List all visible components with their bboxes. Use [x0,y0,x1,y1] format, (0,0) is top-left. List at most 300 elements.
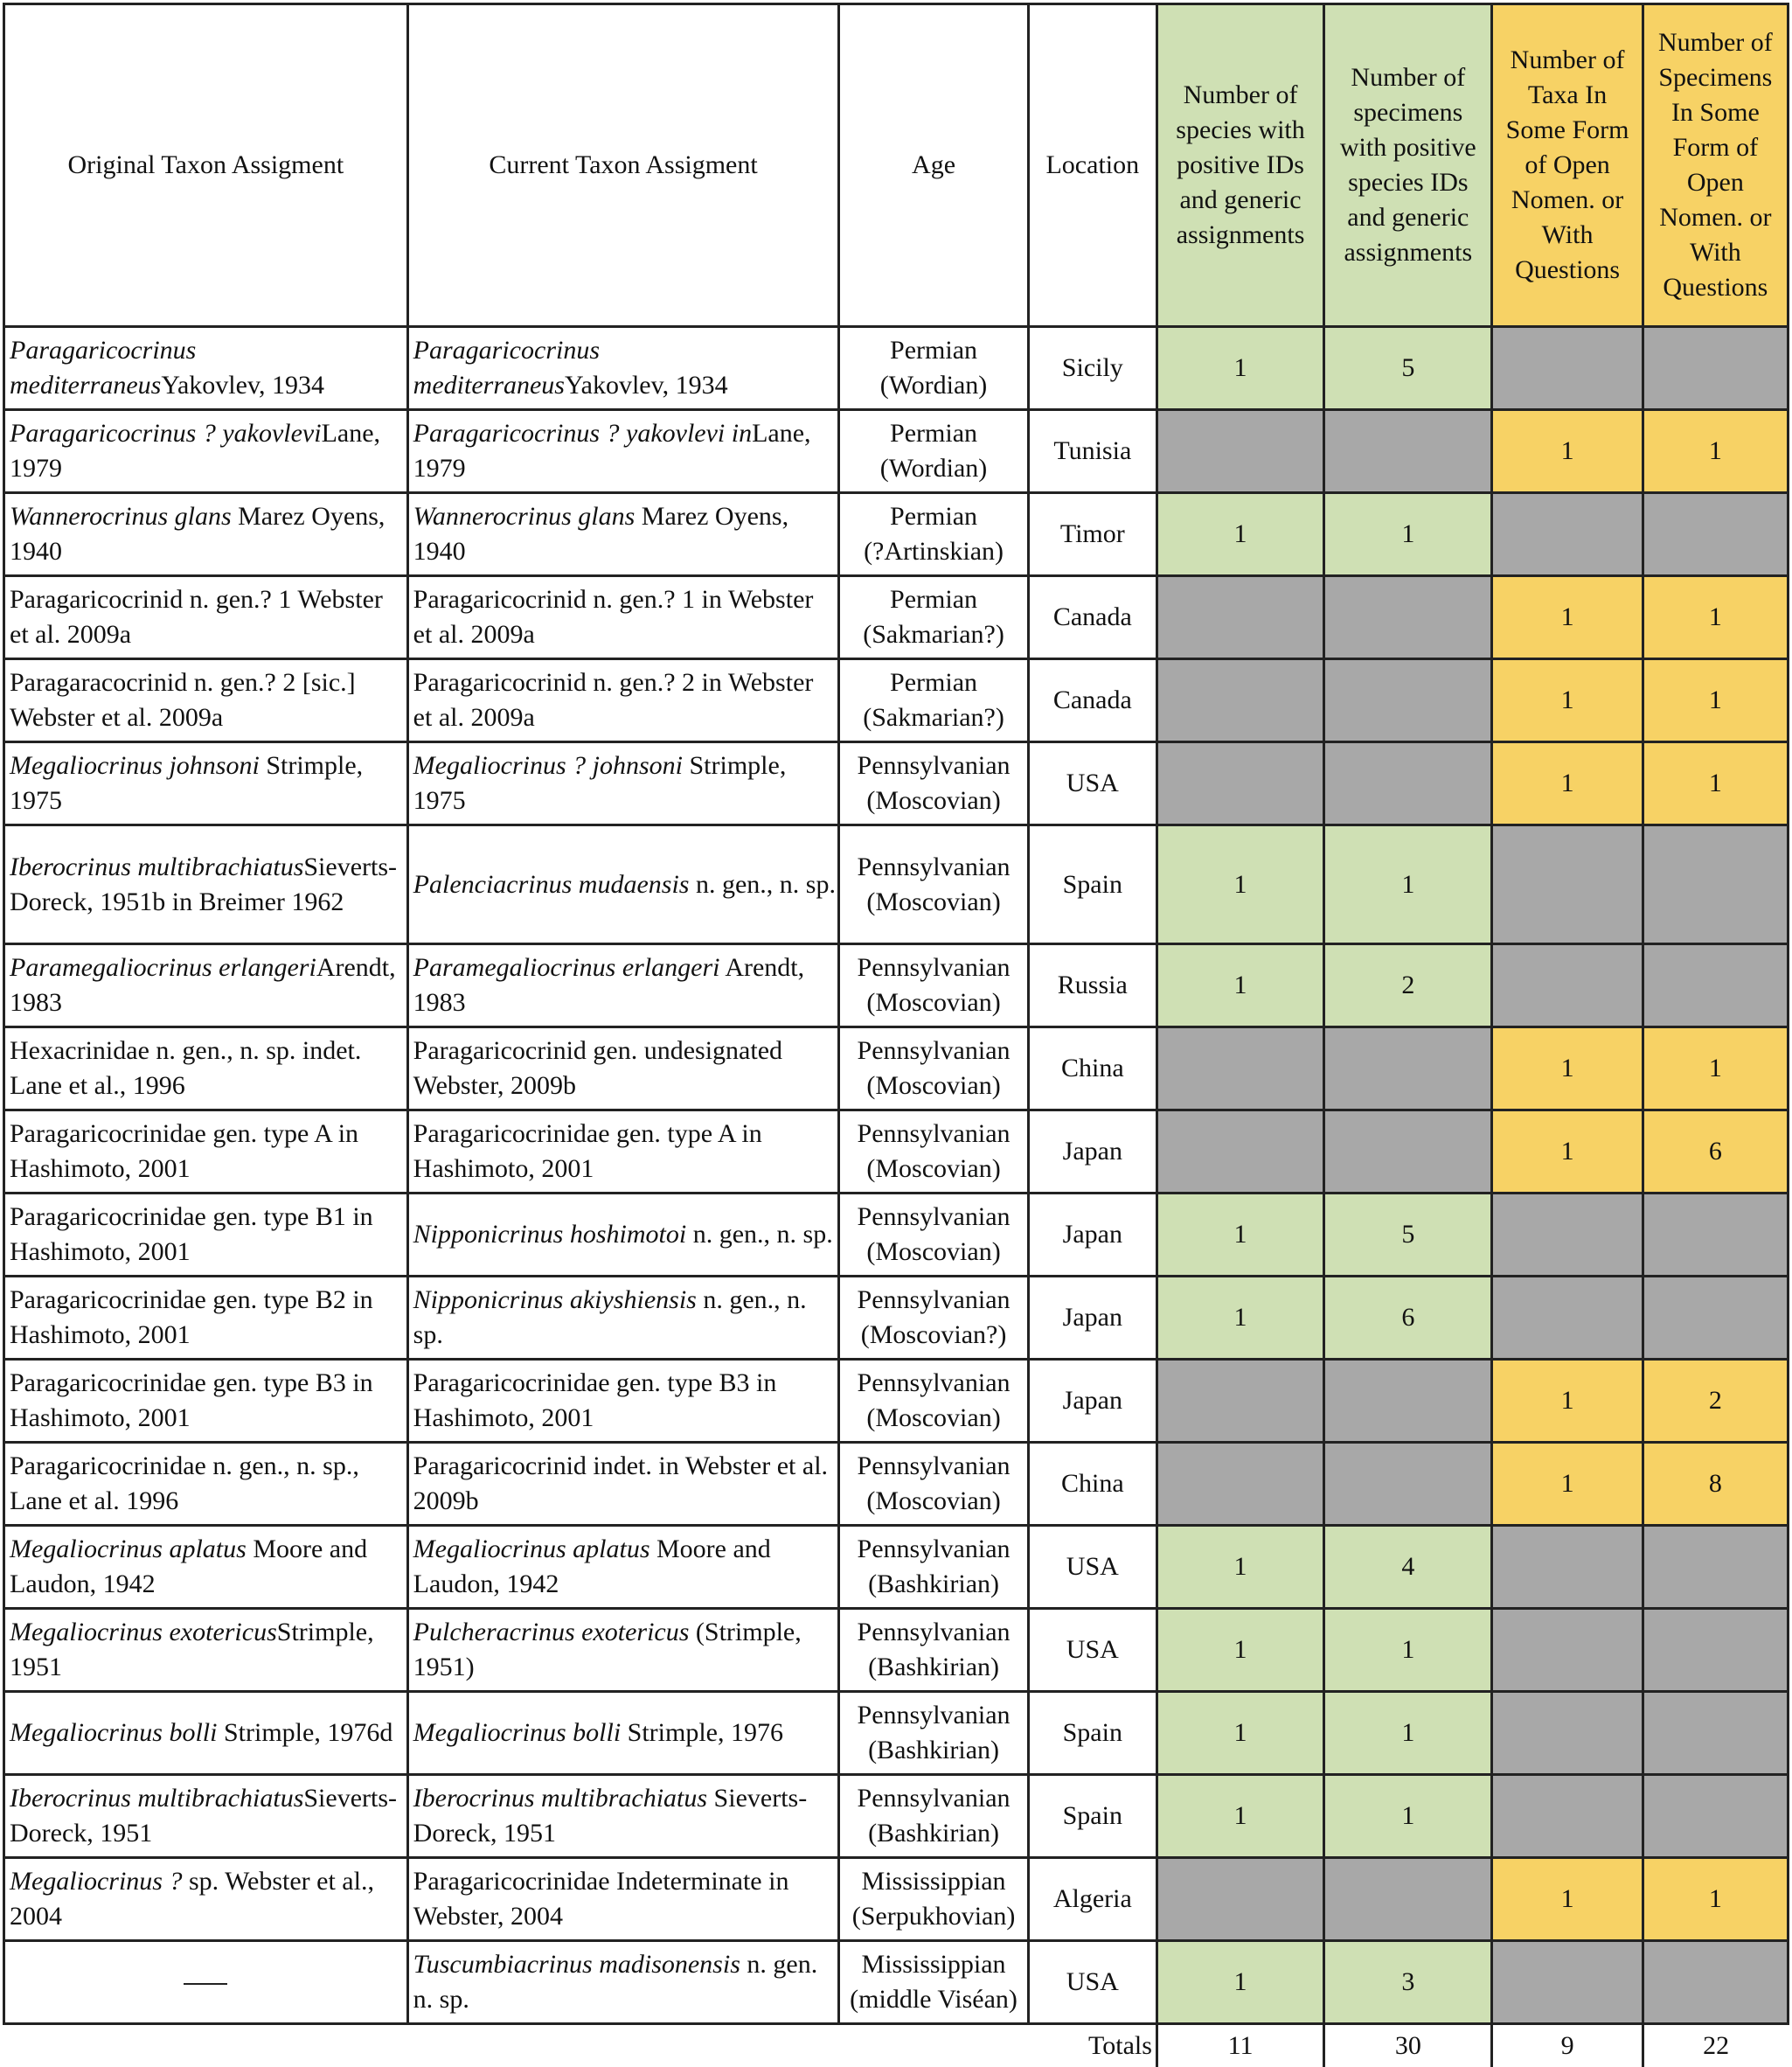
age-stage: (middle Viséan) [845,1982,1021,2017]
taxon-authority: Sieverts-Doreck, 1951b in Breimer 1962 [10,853,397,916]
age-stage: (Moscovian) [845,885,1021,920]
age-period: Mississippian [845,1947,1021,1982]
age-cell [839,1443,1028,1526]
open-taxa-count-cell [1492,1277,1643,1360]
age-period: Pennsylvanian [845,1283,1021,1318]
table-row [4,1692,1789,1775]
table-row [4,1941,1789,2024]
original-taxon-cell [4,1526,408,1609]
age-stage: (Bashkirian) [845,1733,1021,1768]
taxon-authority: Paragaracocrinid n. gen.? 2 [sic.] Webster et al. 2009a [10,668,356,732]
original-taxon-cell [4,1443,408,1526]
current-taxon-cell [407,1692,839,1775]
taxon-authority: Strimple, 1976 [621,1718,783,1747]
table-row [4,1194,1789,1277]
species-count-cell [1156,410,1323,493]
age-stage: (Bashkirian) [845,1816,1021,1851]
table-row [4,1277,1789,1360]
open-taxa-count-cell [1492,1194,1643,1277]
species-count-cell: 1 [1156,944,1323,1027]
totals-label: Totals [1028,2024,1156,2067]
location-cell: Japan [1028,1194,1156,1277]
open-specimen-count-cell: 1 [1643,1027,1788,1110]
table-row [4,1443,1789,1526]
age-cell [839,493,1028,576]
open-specimen-count-cell [1643,1775,1788,1858]
taxon-authority: Paragaricocrinid n. gen.? 1 Webster et al. 2009a [10,585,383,649]
open-specimen-count-cell: 1 [1643,576,1788,659]
taxon-italic-name: Megaliocrinus aplatus [413,1535,650,1563]
current-taxon-cell [407,659,839,742]
taxon-table [3,3,1789,2067]
age-period: Permian [845,499,1021,534]
current-taxon-cell [407,1360,839,1443]
age-period: Pennsylvanian [845,1615,1021,1650]
header-location: Location [1028,4,1156,327]
open-specimen-count-cell: 2 [1643,1360,1788,1443]
age-cell [839,1027,1028,1110]
age-cell [839,742,1028,825]
taxon-authority: Strimple, 1976d [217,1718,392,1747]
open-taxa-count-cell: 1 [1492,1858,1643,1941]
taxon-italic-name: Iberocrinus multibrachiatus [10,853,303,881]
taxon-authority: (Strimple, 1951) [413,1618,802,1681]
open-specimen-count-cell [1643,1277,1788,1360]
original-taxon-cell [4,1775,408,1858]
open-taxa-count-cell: 1 [1492,1360,1643,1443]
specimen-count-cell [1324,742,1492,825]
totals-value: 9 [1492,2024,1643,2067]
original-taxon-cell [4,1692,408,1775]
current-taxon-cell [407,1027,839,1110]
specimen-count-cell [1324,659,1492,742]
location-cell: Algeria [1028,1858,1156,1941]
current-taxon-cell [407,1277,839,1360]
age-stage: (Wordian) [845,368,1021,403]
specimen-count-cell: 1 [1324,825,1492,944]
totals-value: 30 [1324,2024,1492,2067]
taxon-authority: Paragaricocrinidae gen. type B3 in Hashimoto, 2001 [10,1368,373,1432]
location-cell: Spain [1028,825,1156,944]
taxon-authority: Marez Oyens, 1940 [413,502,788,566]
species-count-cell: 1 [1156,1194,1323,1277]
open-specimen-count-cell [1643,1526,1788,1609]
taxon-authority: Strimple, 1975 [10,751,363,815]
taxon-authority: Paragaricocrinidae gen. type A in Hashimoto, 2001 [413,1119,762,1183]
taxon-authority: Paragaricocrinid indet. in Webster et al. 2009b [413,1451,828,1515]
taxon-italic-name: Megaliocrinus ? [10,1867,182,1896]
age-period: Pennsylvanian [845,950,1021,985]
table-row [4,742,1789,825]
open-specimen-count-cell: 1 [1643,659,1788,742]
taxon-authority: Moore and Laudon, 1942 [413,1535,771,1598]
age-cell [839,1858,1028,1941]
location-cell: USA [1028,1526,1156,1609]
species-count-cell: 1 [1156,1277,1323,1360]
location-cell: Canada [1028,659,1156,742]
open-taxa-count-cell [1492,1526,1643,1609]
open-specimen-count-cell: 1 [1643,1858,1788,1941]
location-cell: Spain [1028,1692,1156,1775]
header-species-ids: Number of species with positive IDs and generic assignments [1156,4,1323,327]
specimen-count-cell: 1 [1324,1692,1492,1775]
age-period: Pennsylvanian [845,1200,1021,1235]
specimen-count-cell: 4 [1324,1526,1492,1609]
age-period: Mississippian [845,1864,1021,1899]
location-cell: Russia [1028,944,1156,1027]
totals-spacer [407,2024,839,2067]
taxon-authority: Paragaricocrinid n. gen.? 1 in Webster et al. 2009a [413,585,814,649]
open-taxa-count-cell [1492,493,1643,576]
species-count-cell [1156,576,1323,659]
taxon-authority: Hexacrinidae n. gen., n. sp. indet. Lane et al., 1996 [10,1036,361,1100]
specimen-count-cell: 1 [1324,1609,1492,1692]
open-taxa-count-cell: 1 [1492,410,1643,493]
table-row [4,1526,1789,1609]
species-count-cell [1156,1027,1323,1110]
taxon-italic-name: Iberocrinus multibrachiatus [10,1784,303,1813]
location-cell: Sicily [1028,327,1156,410]
taxon-italic-name: Wannerocrinus glans [10,502,232,531]
table-row [4,1110,1789,1194]
taxon-authority: Lane, 1979 [413,419,811,483]
taxon-authority: Paragaricocrinid gen. undesignated Webster, 2009b [413,1036,782,1100]
original-taxon-cell [4,327,408,410]
header-original: Original Taxon Assigment [4,4,408,327]
current-taxon-cell [407,742,839,825]
age-stage: (?Artinskian) [845,534,1021,569]
open-specimen-count-cell [1643,1692,1788,1775]
original-taxon-cell [4,825,408,944]
table-row [4,327,1789,410]
age-stage: (Moscovian) [845,1484,1021,1519]
taxon-italic-name: Wannerocrinus glans [413,502,636,531]
taxon-authority: sp. Webster et al., 2004 [10,1867,374,1931]
table-row [4,825,1789,944]
header-age: Age [839,4,1028,327]
original-taxon-cell [4,493,408,576]
taxon-italic-name: Nipponicrinus hoshimotoi [413,1220,687,1249]
age-cell [839,410,1028,493]
age-period: Permian [845,582,1021,617]
age-cell [839,1110,1028,1194]
species-count-cell [1156,1858,1323,1941]
open-taxa-count-cell [1492,327,1643,410]
current-taxon-cell [407,493,839,576]
original-taxon-cell [4,1277,408,1360]
original-taxon-cell [4,1941,408,2024]
taxon-authority: n. gen., n. sp. [686,1220,833,1249]
open-taxa-count-cell: 1 [1492,576,1643,659]
table-row [4,1858,1789,1941]
species-count-cell [1156,742,1323,825]
age-stage: (Moscovian) [845,1068,1021,1103]
totals-value: 22 [1643,2024,1788,2067]
taxon-italic-name: Iberocrinus multibrachiatus [413,1784,707,1813]
age-cell [839,327,1028,410]
taxon-italic-name: Tuscumbiacrinus madisonensis [413,1950,740,1979]
age-period: Pennsylvanian [845,1366,1021,1401]
location-cell: China [1028,1027,1156,1110]
open-specimen-count-cell [1643,1941,1788,2024]
open-taxa-count-cell: 1 [1492,659,1643,742]
taxon-italic-name: Paramegaliocrinus erlangeri [10,953,316,982]
table-row [4,659,1789,742]
open-taxa-count-cell [1492,1692,1643,1775]
age-cell [839,1941,1028,2024]
taxon-italic-name: Megaliocrinus ? johnsoni [413,751,683,780]
specimen-count-cell: 5 [1324,1194,1492,1277]
age-cell [839,1360,1028,1443]
original-taxon-cell [4,944,408,1027]
location-cell: Japan [1028,1360,1156,1443]
empty-dash [184,1983,227,1985]
taxon-authority: Lane, 1979 [10,419,380,483]
taxon-authority: Yakovlev, 1934 [161,371,324,400]
taxon-authority: Paragaricocrinidae gen. type B2 in Hashimoto, 2001 [10,1285,373,1349]
table-row [4,1775,1789,1858]
specimen-count-cell: 1 [1324,493,1492,576]
open-specimen-count-cell [1643,493,1788,576]
current-taxon-cell [407,1526,839,1609]
taxon-italic-name: Nipponicrinus akiyshiensis [413,1285,697,1314]
open-taxa-count-cell [1492,825,1643,944]
specimen-count-cell [1324,576,1492,659]
age-cell [839,1526,1028,1609]
specimen-count-cell: 5 [1324,327,1492,410]
taxon-authority: n. gen., n. sp. [689,870,836,899]
taxon-authority: Paragaricocrinid n. gen.? 2 in Webster et al. 2009a [413,668,814,732]
header-specimens-open: Number of Specimens In Some Form of Open Nomen. or With Questions [1643,4,1788,327]
taxon-italic-name: Paragaricocrinus mediterraneus [10,336,196,400]
current-taxon-cell [407,825,839,944]
open-specimen-count-cell [1643,327,1788,410]
age-period: Pennsylvanian [845,850,1021,885]
open-specimen-count-cell: 1 [1643,410,1788,493]
table-body [4,327,1789,2067]
taxon-italic-name: Paragaricocrinus ? yakovlevi [10,419,322,448]
current-taxon-cell [407,1858,839,1941]
location-cell: Spain [1028,1775,1156,1858]
age-cell [839,1194,1028,1277]
specimen-count-cell [1324,1360,1492,1443]
taxon-authority: Marez Oyens, 1940 [10,502,385,566]
species-count-cell [1156,1110,1323,1194]
age-stage: (Moscovian) [845,1152,1021,1187]
original-taxon-cell [4,1110,408,1194]
original-taxon-cell [4,1194,408,1277]
location-cell: Japan [1028,1110,1156,1194]
location-cell: Japan [1028,1277,1156,1360]
original-taxon-cell [4,1858,408,1941]
species-count-cell: 1 [1156,327,1323,410]
header-current: Current Taxon Assigment [407,4,839,327]
taxon-authority: Arendt, 1983 [413,953,804,1017]
open-taxa-count-cell [1492,944,1643,1027]
taxon-authority: Paragaricocrinidae Indeterminate in Webster, 2004 [413,1867,789,1931]
age-cell [839,825,1028,944]
taxon-italic-name: Pulcheracrinus exotericus [413,1618,690,1646]
age-period: Pennsylvanian [845,1532,1021,1567]
totals-row [4,2024,1789,2067]
totals-spacer [4,2024,408,2067]
taxon-authority: Paragaricocrinidae gen. type A in Hashimoto, 2001 [10,1119,358,1183]
taxon-authority: Strimple, 1951 [10,1618,374,1681]
specimen-count-cell: 6 [1324,1277,1492,1360]
open-taxa-count-cell: 1 [1492,1027,1643,1110]
age-cell [839,1277,1028,1360]
age-period: Pennsylvanian [845,1781,1021,1816]
original-taxon-cell [4,1027,408,1110]
species-count-cell: 1 [1156,493,1323,576]
open-taxa-count-cell: 1 [1492,1443,1643,1526]
specimen-count-cell: 2 [1324,944,1492,1027]
taxon-authority: Arendt, 1983 [10,953,396,1017]
location-cell: USA [1028,742,1156,825]
open-specimen-count-cell [1643,825,1788,944]
age-period: Pennsylvanian [845,1698,1021,1733]
table-row [4,1360,1789,1443]
open-taxa-count-cell [1492,1609,1643,1692]
age-period: Pennsylvanian [845,1034,1021,1068]
age-stage: (Serpukhovian) [845,1899,1021,1934]
header-row [4,4,1789,327]
taxon-authority: Moore and Laudon, 1942 [10,1535,367,1598]
age-period: Permian [845,333,1021,368]
age-cell [839,659,1028,742]
taxon-italic-name: Paragaricocrinus mediterraneus [413,336,600,400]
species-count-cell: 1 [1156,1941,1323,2024]
species-count-cell [1156,659,1323,742]
table-row [4,1609,1789,1692]
age-stage: (Wordian) [845,451,1021,486]
taxon-italic-name: Paragaricocrinus ? yakovlevi in [413,419,752,448]
taxon-authority: n. gen. n. sp. [413,1950,818,2014]
current-taxon-cell [407,576,839,659]
species-count-cell: 1 [1156,1609,1323,1692]
taxon-authority: Sieverts-Doreck, 1951 [10,1784,397,1848]
species-count-cell: 1 [1156,1526,1323,1609]
species-count-cell: 1 [1156,825,1323,944]
table-row [4,410,1789,493]
taxon-authority: Strimple, 1975 [413,751,787,815]
taxon-authority: Yakovlev, 1934 [565,371,728,400]
age-stage: (Moscovian) [845,985,1021,1020]
original-taxon-cell [4,1360,408,1443]
specimen-count-cell [1324,1443,1492,1526]
age-stage: (Moscovian) [845,1401,1021,1436]
original-taxon-cell [4,576,408,659]
age-stage: (Sakmarian?) [845,700,1021,735]
location-cell: Tunisia [1028,410,1156,493]
current-taxon-cell [407,1941,839,2024]
specimen-count-cell: 1 [1324,1775,1492,1858]
open-specimen-count-cell: 1 [1643,742,1788,825]
current-taxon-cell [407,944,839,1027]
age-period: Permian [845,665,1021,700]
current-taxon-cell [407,1775,839,1858]
header-specimens-ids: Number of specimens with positive species IDs and generic assignments [1324,4,1492,327]
current-taxon-cell [407,1443,839,1526]
current-taxon-cell [407,410,839,493]
taxon-italic-name: Megaliocrinus bolli [413,1718,621,1747]
age-cell [839,576,1028,659]
taxon-authority: Paragaricocrinidae n. gen., n. sp., Lane et al. 1996 [10,1451,359,1515]
age-cell [839,1609,1028,1692]
current-taxon-cell [407,1609,839,1692]
location-cell: Timor [1028,493,1156,576]
table-row [4,493,1789,576]
age-stage: (Bashkirian) [845,1567,1021,1602]
age-stage: (Moscovian) [845,1235,1021,1270]
age-cell [839,1775,1028,1858]
totals-spacer [839,2024,1028,2067]
age-stage: (Moscovian) [845,783,1021,818]
totals-value: 11 [1156,2024,1323,2067]
taxon-italic-name: Megaliocrinus exotericus [10,1618,277,1646]
taxon-italic-name: Palenciacrinus mudaensis [413,870,690,899]
open-taxa-count-cell [1492,1941,1643,2024]
open-specimen-count-cell: 8 [1643,1443,1788,1526]
open-specimen-count-cell: 6 [1643,1110,1788,1194]
specimen-count-cell [1324,1027,1492,1110]
current-taxon-cell [407,327,839,410]
age-period: Pennsylvanian [845,1117,1021,1152]
original-taxon-cell [4,1609,408,1692]
original-taxon-cell [4,742,408,825]
age-period: Permian [845,416,1021,451]
taxon-authority: n. gen., n. sp. [413,1285,807,1349]
age-period: Pennsylvanian [845,748,1021,783]
open-taxa-count-cell: 1 [1492,1110,1643,1194]
table-row [4,1027,1789,1110]
species-count-cell: 1 [1156,1692,1323,1775]
location-cell: China [1028,1443,1156,1526]
age-cell [839,944,1028,1027]
specimen-count-cell: 3 [1324,1941,1492,2024]
table-row [4,944,1789,1027]
age-period: Pennsylvanian [845,1449,1021,1484]
species-count-cell: 1 [1156,1775,1323,1858]
open-specimen-count-cell [1643,1194,1788,1277]
specimen-count-cell [1324,1858,1492,1941]
original-taxon-cell [4,659,408,742]
current-taxon-cell [407,1194,839,1277]
table-row [4,576,1789,659]
taxon-authority: Paragaricocrinidae gen. type B3 in Hashimoto, 2001 [413,1368,777,1432]
location-cell: USA [1028,1609,1156,1692]
current-taxon-cell [407,1110,839,1194]
location-cell: USA [1028,1941,1156,2024]
open-specimen-count-cell [1643,944,1788,1027]
header-taxa-open: Number of Taxa In Some Form of Open Nomen. or With Questions [1492,4,1643,327]
taxon-italic-name: Megaliocrinus johnsoni [10,751,260,780]
age-stage: (Sakmarian?) [845,617,1021,652]
species-count-cell [1156,1360,1323,1443]
open-specimen-count-cell [1643,1609,1788,1692]
specimen-count-cell [1324,410,1492,493]
original-taxon-cell [4,410,408,493]
taxon-italic-name: Megaliocrinus aplatus [10,1535,247,1563]
specimen-count-cell [1324,1110,1492,1194]
species-count-cell [1156,1443,1323,1526]
location-cell: Canada [1028,576,1156,659]
taxon-authority: Sieverts-Doreck, 1951 [413,1784,808,1848]
taxon-italic-name: Paramegaliocrinus erlangeri [413,953,720,982]
taxon-authority: Paragaricocrinidae gen. type B1 in Hashimoto, 2001 [10,1202,373,1266]
age-cell [839,1692,1028,1775]
taxon-italic-name: Megaliocrinus bolli [10,1718,217,1747]
